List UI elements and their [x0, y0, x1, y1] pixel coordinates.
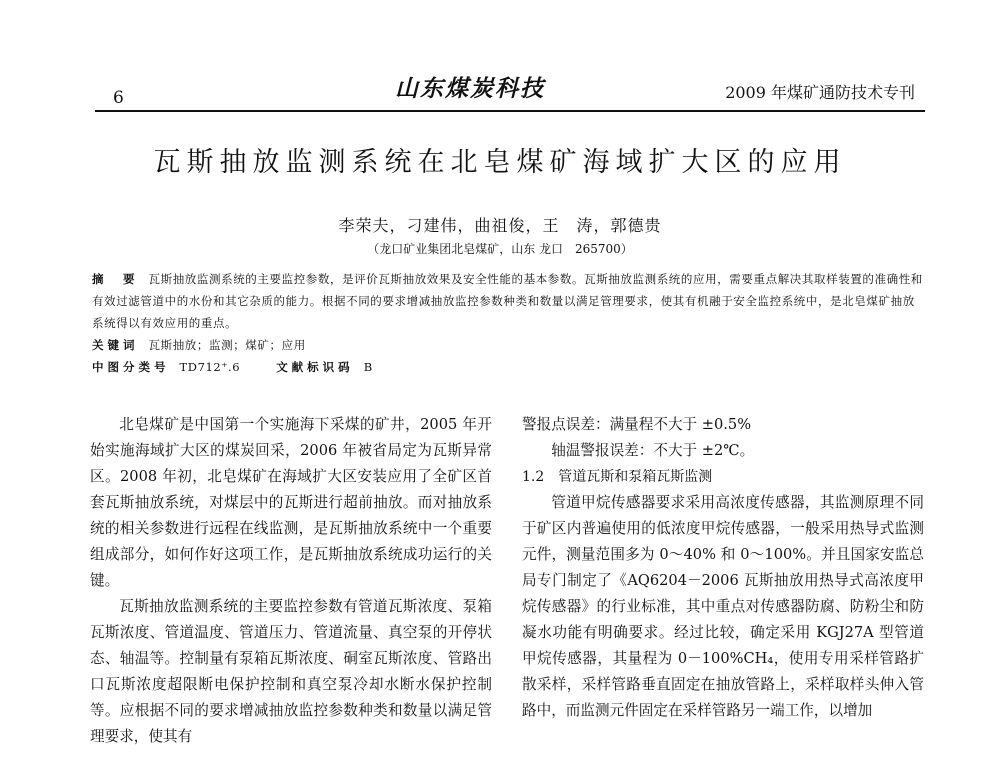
abstract-block [92, 268, 925, 378]
section-heading [522, 464, 924, 490]
author-affiliation: （龙口矿业集团北皂煤矿，山东 龙口 265700） [367, 242, 633, 256]
page-header [95, 62, 925, 112]
author-list: 李荣夫，刁建伟，曲祖俊，王 涛，郭德贵 [338, 216, 662, 235]
keywords-text: 瓦斯抽放；监测；煤矿；应用 [148, 338, 306, 352]
issue-label: 2009 年煤矿通防技术专刊 [725, 83, 915, 102]
body-paragraph: 管道甲烷传感器要求采用高浓度传感器，其监测原理不同于矿区内普遍使用的低浓度甲烷传感器，一般采用热导式监测元件，测量范围多为 0～40% 和 0～100%。并且国家安监总局专门制定了《AQ6204－2006 瓦斯抽放用热导式高浓度甲烷传感器》的行业标准，其中重点对传感器防腐、防粉尘和防凝水功能有明确要求。经过比较，确定采用 KGJ27A 型管道甲烷传感器，其量程为 0－100%CH₄，使用专用采样管路扩散采样，采样管路垂直固定在抽放管路上，采样取样头伸入管路中，而监测元件固定在采样管路另一端工作，以增加 [522, 494, 924, 719]
doc-code-label: 文献标识码 [276, 360, 354, 374]
keywords-label: 关键词 [92, 338, 139, 352]
clc-code: TD712⁺.6 [179, 360, 241, 374]
body-column-right [522, 412, 924, 724]
abstract-text-line [92, 268, 925, 334]
alarm-error-line: 警报点误差：满量程不大于 ±0.5% [522, 416, 752, 433]
section-title: 管道瓦斯和泵箱瓦斯监测 [558, 469, 713, 485]
doc-code: B [363, 360, 373, 374]
body-paragraph: 瓦斯抽放监测系统的主要监控参数有管道瓦斯浓度、泵箱瓦斯浓度、管道温度、管道压力、管道流量、真空泵的开停状态、轴温等。控制量有泵箱瓦斯浓度、硐室瓦斯浓度、管路出口瓦斯浓度超限断电保护控制和真空泵冷却水断水保护控制等。应根据不同的要求增减抽放监控参数种类和数量以满足管理要求，使其有 [90, 598, 492, 745]
abstract-text: 瓦斯抽放监测系统的主要监控参数，是评价瓦斯抽放效果及安全性能的基本参数。瓦斯抽放监测系统的应用，需要重点解决其取样装置的准确性和有效过滤管道中的水份和其它杂质的能力。根据不同的要求增减抽放监控参数种类和数量以满足管理要求，使其有机融于安全监控系统中，是北皂煤矿抽放系统得以有效应用的重点。 [92, 272, 923, 330]
abstract-label: 摘 要 [92, 272, 139, 286]
classification-line [92, 356, 925, 378]
body-paragraph: 北皂煤矿是中国第一个实施海下采煤的矿井，2005 年开始实施海域扩大区的煤炭回采，2006 年被省局定为瓦斯异常区。2008 年初，北皂煤矿在海域扩大区安装应用了全矿区首套瓦斯抽放系统，对煤层中的瓦斯进行超前抽放。而对抽放系统的相关参数进行远程在线监测，是瓦斯抽放系统中一个重要组成部分，如何作好这项工作，是瓦斯抽放系统成功运行的关键。 [90, 416, 492, 589]
body-column-left [90, 412, 492, 750]
section-number: 1.2 [522, 469, 545, 485]
keywords-line [92, 334, 925, 356]
article-title: 瓦斯抽放监测系统在北皂煤矿海域扩大区的应用 [153, 147, 847, 178]
clc-label: 中图分类号 [92, 360, 170, 374]
page-number: 6 [113, 88, 124, 108]
journal-logo: 山东煤炭科技 [395, 75, 545, 102]
shaft-temp-line: 轴温警报误差：不大于 ±2℃。 [551, 442, 755, 459]
